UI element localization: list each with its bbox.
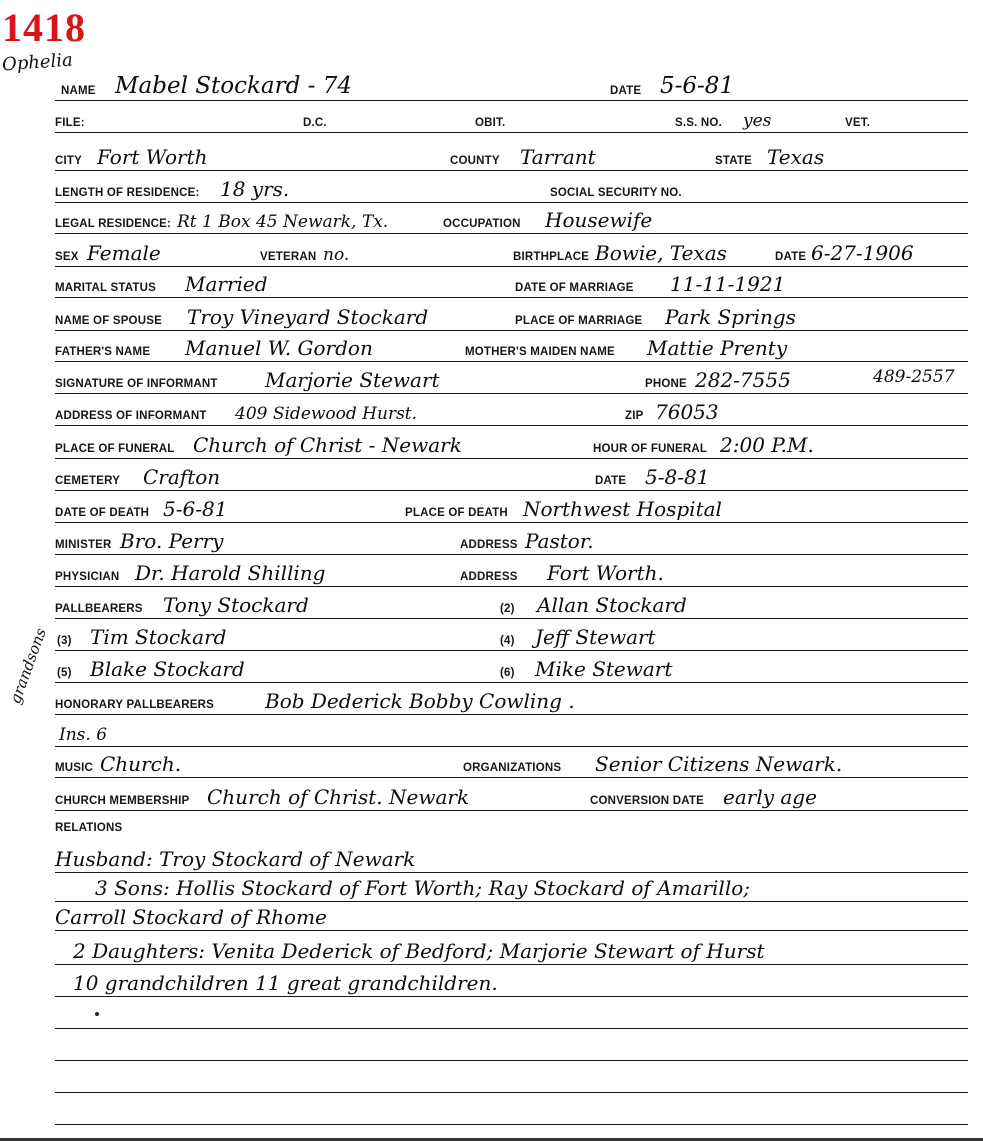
relations-line-6: [55, 998, 968, 1029]
pallbearer-1-value: Tony Stockard: [163, 593, 309, 617]
row-sex: [55, 236, 968, 267]
date-of-death-value: 5-6-81: [163, 497, 228, 521]
pallbearer-4-value: Jeff Stewart: [535, 625, 656, 649]
dc-label: D.C.: [303, 117, 327, 129]
row-minister: [55, 524, 968, 555]
phone-alt-value: 489-2557: [873, 367, 955, 387]
row-file: [55, 102, 968, 133]
conversion-date-value: early age: [723, 785, 817, 809]
physician-address-value: Fort Worth.: [547, 561, 664, 585]
row-funeral: [55, 428, 968, 459]
zip-value: 76053: [655, 400, 719, 424]
legal-residence-value: Rt 1 Box 45 Newark, Tx.: [177, 212, 389, 232]
pallbearer-2-value: Allan Stockard: [537, 593, 687, 617]
place-of-funeral-value: Church of Christ - Newark: [193, 433, 462, 457]
mothers-maiden-name-value: Mattie Prenty: [647, 336, 788, 360]
date-value: 5-6-81: [660, 73, 735, 99]
row-extra-note: [55, 716, 968, 747]
relations-label: RELATIONS: [55, 822, 123, 834]
place-of-marriage-label: PLACE OF MARRIAGE: [515, 315, 643, 327]
sex-label: SEX: [55, 251, 79, 263]
relations-husband: Husband: Troy Stockard of Newark: [55, 847, 416, 871]
pallbearer-4-number: (4): [500, 635, 515, 647]
cemetery-date-label: DATE: [595, 475, 627, 487]
occupation-label: OCCUPATION: [443, 218, 521, 230]
social-security-label: SOCIAL SECURITY NO.: [550, 187, 682, 199]
signature-of-informant-value: Marjorie Stewart: [265, 368, 440, 392]
phone-label: PHONE: [645, 378, 687, 390]
length-of-residence-label: LENGTH OF RESIDENCE:: [55, 187, 200, 199]
county-value: Tarrant: [520, 145, 596, 169]
ink-dot: [95, 1012, 99, 1016]
obit-label: OBIT.: [475, 117, 506, 129]
state-label: STATE: [715, 155, 752, 167]
minister-value: Bro. Perry: [120, 529, 224, 553]
place-of-marriage-value: Park Springs: [665, 305, 796, 329]
relations-grandchildren: 10 grandchildren 11 great grandchildren.: [73, 971, 498, 995]
phone-value: 282-7555: [695, 368, 791, 392]
veteran-value: no.: [323, 245, 350, 265]
relations-line-9: [55, 1094, 968, 1125]
birthplace-label: BIRTHPLACE: [513, 251, 590, 263]
cemetery-label: CEMETERY: [55, 475, 121, 487]
marital-status-value: Married: [185, 272, 268, 296]
honorary-pallbearers-value: Bob Dederick Bobby Cowling .: [265, 689, 575, 713]
row-legal-residence: [55, 203, 968, 234]
occupation-value: Housewife: [545, 208, 653, 232]
music-value: Church.: [100, 752, 182, 776]
name-of-spouse-value: Troy Vineyard Stockard: [187, 305, 429, 329]
city-value: Fort Worth: [97, 145, 208, 169]
address-of-informant-label: ADDRESS OF INFORMANT: [55, 410, 207, 422]
relations-line-8: [55, 1062, 968, 1093]
county-label: COUNTY: [450, 155, 500, 167]
relations-line-5: [55, 966, 968, 997]
relations-sons: 3 Sons: Hollis Stockard of Fort Worth; Ray Stockard of Amarillo;: [95, 876, 750, 900]
city-label: CITY: [55, 155, 82, 167]
row-name: [55, 69, 968, 101]
date-of-marriage-value: 11-11-1921: [670, 272, 786, 296]
row-honorary-pallbearers: [55, 684, 968, 715]
row-pallbearers-5-6: [55, 652, 968, 683]
row-physician: [55, 556, 968, 587]
fathers-name-value: Manuel W. Gordon: [185, 336, 373, 360]
row-marital-status: [55, 267, 968, 298]
name-value: Mabel Stockard - 74: [115, 73, 353, 99]
date-of-marriage-label: DATE OF MARRIAGE: [515, 282, 634, 294]
row-pallbearers-3-4: [55, 620, 968, 651]
cemetery-date-value: 5-8-81: [645, 465, 710, 489]
minister-label: MINISTER: [55, 539, 112, 551]
row-informant-address: [55, 395, 968, 426]
physician-address-label: ADDRESS: [460, 571, 518, 583]
ss-no-label: S.S. NO.: [675, 117, 722, 129]
relations-line-2: [55, 874, 968, 902]
state-value: Texas: [767, 145, 825, 169]
place-of-funeral-label: PLACE OF FUNERAL: [55, 443, 175, 455]
marital-status-label: MARITAL STATUS: [55, 282, 156, 294]
sex-value: Female: [87, 241, 161, 265]
hour-of-funeral-value: 2:00 P.M.: [720, 433, 814, 457]
relations-line-3: [55, 903, 968, 931]
pallbearer-6-value: Mike Stewart: [535, 657, 673, 681]
name-of-spouse-label: NAME OF SPOUSE: [55, 315, 162, 327]
pallbearers-label: PALLBEARERS: [55, 603, 143, 615]
row-informant-signature: [55, 363, 968, 394]
minister-address-label: ADDRESS: [460, 539, 518, 551]
extra-note-value: Ins. 6: [59, 725, 108, 745]
row-cemetery: [55, 460, 968, 491]
birth-date-label: DATE: [775, 251, 807, 263]
place-of-death-value: Northwest Hospital: [523, 497, 722, 521]
row-parents: [55, 331, 968, 362]
row-residence-length: [55, 172, 968, 203]
date-of-death-label: DATE OF DEATH: [55, 507, 150, 519]
relations-line-1: [55, 845, 968, 873]
legal-residence-label: LEGAL RESIDENCE:: [55, 218, 172, 230]
margin-grandsons-note: grandsons: [6, 625, 50, 707]
ss-no-value: yes: [743, 111, 772, 131]
relations-sons-continued: Carroll Stockard of Rhome: [55, 905, 327, 929]
place-of-death-label: PLACE OF DEATH: [405, 507, 508, 519]
pallbearer-5-number: (5): [57, 667, 72, 679]
signature-of-informant-label: SIGNATURE OF INFORMANT: [55, 378, 218, 390]
conversion-date-label: CONVERSION DATE: [590, 795, 704, 807]
church-membership-label: CHURCH MEMBERSHIP: [55, 795, 190, 807]
row-city: [55, 140, 968, 171]
row-death: [55, 492, 968, 523]
birthplace-value: Bowie, Texas: [595, 241, 727, 265]
pallbearer-3-value: Tim Stockard: [90, 625, 227, 649]
organizations-value: Senior Citizens Newark.: [595, 752, 843, 776]
row-church: [55, 780, 968, 811]
relations-line-4: [55, 934, 968, 965]
physician-value: Dr. Harold Shilling: [135, 561, 326, 585]
physician-label: PHYSICIAN: [55, 571, 120, 583]
vet-label: VET.: [845, 117, 871, 129]
pallbearer-3-number: (3): [57, 635, 72, 647]
length-of-residence-value: 18 yrs.: [220, 177, 290, 201]
church-membership-value: Church of Christ. Newark: [207, 785, 470, 809]
address-of-informant-value: 409 Sidewood Hurst.: [235, 404, 418, 424]
veteran-label: VETERAN: [260, 251, 317, 263]
pallbearer-5-value: Blake Stockard: [90, 657, 245, 681]
date-label: DATE: [610, 85, 642, 97]
honorary-pallbearers-label: HONORARY PALLBEARERS: [55, 699, 215, 711]
row-pallbearers-1-2: [55, 588, 968, 619]
margin-first-name: Ophelia: [1, 49, 74, 76]
name-label: NAME: [61, 85, 96, 97]
organizations-label: ORGANIZATIONS: [463, 762, 562, 774]
row-music: [55, 747, 968, 778]
birth-date-value: 6-27-1906: [811, 241, 914, 265]
pallbearer-6-number: (6): [500, 667, 515, 679]
pallbearer-2-number: (2): [500, 603, 515, 615]
zip-label: ZIP: [625, 410, 644, 422]
music-label: MUSIC: [55, 762, 94, 774]
fathers-name-label: FATHER'S NAME: [55, 346, 151, 358]
record-number: 1418: [2, 5, 86, 50]
mothers-maiden-name-label: MOTHER'S MAIDEN NAME: [465, 346, 615, 358]
relations-line-7: [55, 1030, 968, 1061]
relations-daughters: 2 Daughters: Venita Dederick of Bedford; Marjorie Stewart of Hurst: [73, 939, 765, 963]
cemetery-value: Crafton: [143, 465, 221, 489]
hour-of-funeral-label: HOUR OF FUNERAL: [593, 443, 708, 455]
minister-address-value: Pastor.: [525, 529, 594, 553]
file-label: FILE:: [55, 117, 85, 129]
row-spouse: [55, 300, 968, 331]
